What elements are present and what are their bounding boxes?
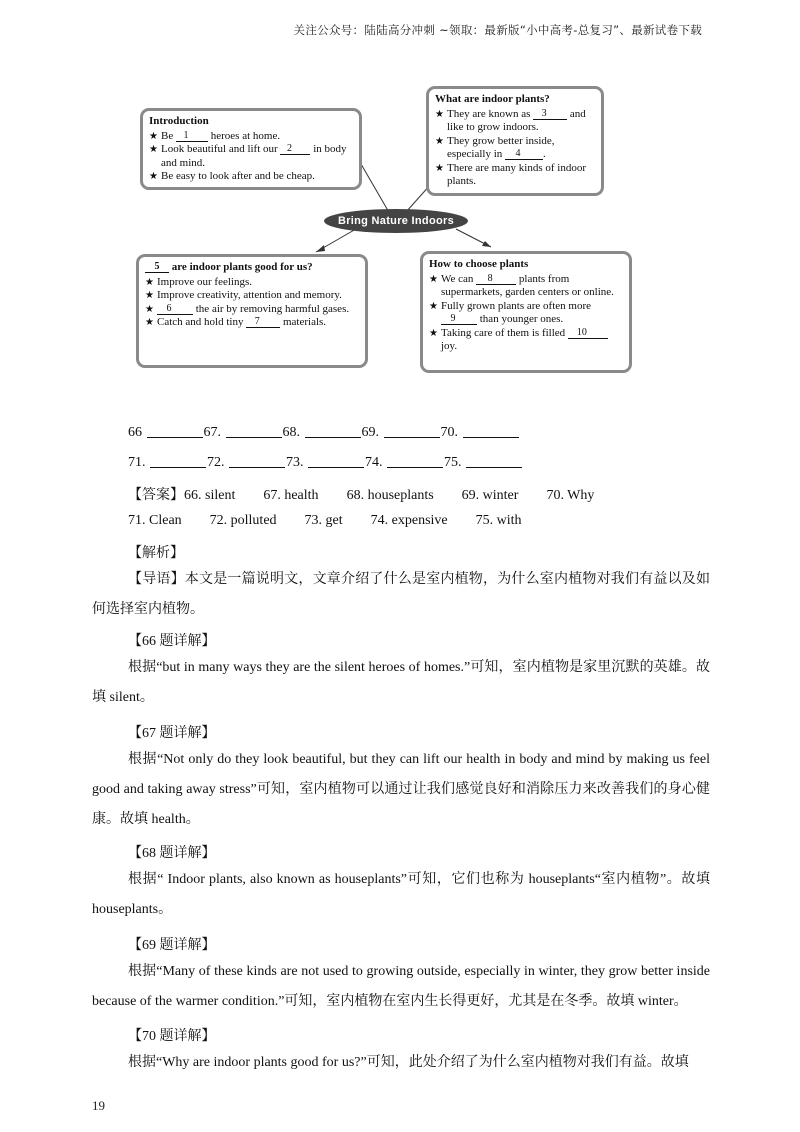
what-item: ★ They grow better inside, especially in 4 . (435, 135, 595, 162)
blank-2: 2 (280, 144, 310, 155)
intro-item: ★ Be 1 heroes at home. (149, 130, 353, 144)
blank-7: 7 (246, 317, 280, 328)
q70-label: 【70 题详解】 (128, 1029, 216, 1044)
q69-text: 根据“Many of these kinds are not used to growing outside, especially in winter, they grow better inside because of the warmer condition.”可知，室内植物在室内生长得更好，尤其是在冬季。故填 winter。 (92, 964, 710, 1009)
q67-label: 【67 题详解】 (128, 726, 216, 741)
q68-label: 【68 题详解】 (128, 846, 216, 861)
answer-item: 74. expensive (370, 513, 448, 528)
blank-4: 4 (505, 149, 543, 160)
why-item: ★ 6 the air by removing harmful gases. (145, 303, 359, 317)
intro-paragraph: 【导语】本文是一篇说明文，文章介绍了什么是室内植物，为什么室内植物对我们有益以及如何选择室内植物。 (92, 572, 710, 617)
how-item: ★ We can 8 plants from supermarkets, garden centers or online. (429, 273, 623, 300)
page-number: 19 (92, 1098, 105, 1113)
page-header: 关注公众号：陆陆高分冲刺 ~领取：最新版“小中高考-总复习”、最新试卷下载 (293, 23, 702, 37)
what-item: ★ There are many kinds of indoor plants. (435, 162, 595, 189)
answer-blanks-row-1: 66 67. 68. 69. 70. (128, 425, 520, 441)
answer-item: 72. polluted (209, 513, 277, 528)
blank-line (305, 425, 361, 438)
blank-6: 6 (157, 304, 193, 315)
how-item: ★ Fully grown plants are often more 9 than younger ones. (429, 300, 623, 327)
blank-8: 8 (476, 274, 516, 285)
answer-item: 73. get (304, 513, 343, 528)
q69-label: 【69 题详解】 (128, 938, 216, 953)
how-box (420, 251, 632, 373)
blank-line (147, 425, 203, 438)
intro-box (140, 108, 362, 190)
center-topic: Bring Nature Indoors (324, 209, 468, 233)
blank-1: 1 (176, 131, 208, 142)
answer-item: 71. Clean (128, 513, 182, 528)
analysis-label: 【解析】 (128, 546, 184, 561)
mind-map-diagram (136, 84, 634, 376)
how-title: How to choose plants (429, 258, 529, 270)
q70-text: 根据“Why are indoor plants good for us?”可知，此处介绍了为什么室内植物对我们有益。故填 (128, 1055, 689, 1070)
what-title: What are indoor plants? (435, 93, 550, 105)
how-item: ★ Taking care of them is filled 10 joy. (429, 327, 623, 354)
answers-row-1 (128, 484, 594, 504)
blank-line (226, 425, 282, 438)
q67-text: 根据“Not only do they look beautiful, but they can lift our health in body and mind by making us feel good and taking away stress”可知，室内植物可以通过让我们感觉良好和消除压力来改善我们的身心健康。故填 health。 (92, 752, 710, 827)
blank-9: 9 (441, 314, 477, 325)
answer-item: 67. health (263, 488, 319, 503)
answer-blanks-row-2: 71. 72. 73. 74. 75. (128, 455, 523, 471)
why-title: 5 are indoor plants good for us? (145, 261, 359, 275)
q66-text: 根据“but in many ways they are the silent heroes of homes.”可知，室内植物是家里沉默的英雄。故填 silent。 (92, 660, 710, 705)
why-item: ★ Improve creativity, attention and memory. (145, 289, 359, 303)
blank-line (466, 455, 522, 468)
answer-item: 66. silent (184, 488, 236, 503)
answers-row-2 (128, 513, 522, 529)
blank-line (229, 455, 285, 468)
q68-text: 根据“ Indoor plants, also known as houseplants”可知，它们也称为 houseplants“室内植物”。故填 houseplants。 (92, 872, 710, 917)
blank-10: 10 (568, 328, 608, 339)
blank-line (150, 455, 206, 468)
blank-line (463, 425, 519, 438)
what-box (426, 86, 604, 196)
why-item: ★ Catch and hold tiny 7 materials. (145, 316, 359, 330)
intro-title: Introduction (149, 115, 209, 127)
blank-3: 3 (533, 109, 567, 120)
blank-5: 5 (145, 262, 169, 273)
blank-line (384, 425, 440, 438)
answer-label: 【答案】 (128, 488, 184, 503)
answer-item: 69. winter (461, 488, 519, 503)
why-item: ★ Improve our feelings. (145, 276, 359, 290)
answer-item: 70. Why (546, 488, 595, 503)
q66-label: 【66 题详解】 (128, 634, 216, 649)
why-box (136, 254, 368, 368)
answer-item: 68. houseplants (346, 488, 434, 503)
blank-line (387, 455, 443, 468)
intro-item: ★ Be easy to look after and be cheap. (149, 170, 353, 184)
intro-item: ★ Look beautiful and lift our 2 in body and mind. (149, 143, 353, 170)
answer-item: 75. with (475, 513, 522, 528)
blank-line (308, 455, 364, 468)
what-item: ★ They are known as 3 and like to grow indoors. (435, 108, 595, 135)
